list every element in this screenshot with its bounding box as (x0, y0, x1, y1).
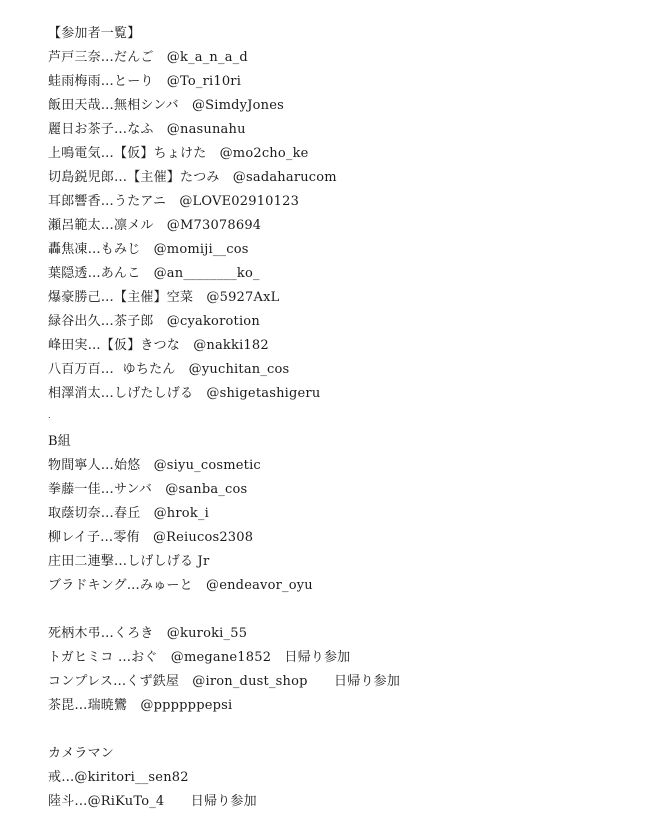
participant-document (48, 22, 638, 814)
list-item: 飯田天哉…無相シンバ @SimdyJones (48, 98, 284, 113)
list-item: 上鳴電気…【仮】ちょけた @mo2cho_ke (48, 146, 309, 161)
list-item: 柳レイ子…零侑 @Reiucos2308 (48, 530, 254, 545)
list-item: 緑谷出久…茶子郎 @cyakorotion (48, 314, 260, 329)
blank-line (48, 598, 638, 622)
list-item: 取蔭切奈…春丘 @hrok_i (48, 506, 209, 521)
list-item: 八百万百… ゆちたん @yuchitan_cos (48, 362, 290, 377)
list-item: 轟焦凍…もみじ @momiji__cos (48, 242, 249, 257)
list-item: 芦戸三奈…だんご @k_a_n_a_d (48, 50, 248, 65)
list-item: 切島鋭児郎…【主催】たつみ @sadaharucom (48, 170, 337, 185)
list-item: 麗日お茶子…なふ @nasunahu (48, 122, 246, 137)
list-item: 耳郎響香…うたアニ @LOVE02910123 (48, 194, 300, 209)
stray-mark: . (48, 411, 51, 420)
list-item: 相澤消太…しげたしげる @shigetashigeru (48, 386, 321, 401)
stray-mark-line (48, 406, 638, 430)
camera-heading: カメラマン (48, 746, 115, 761)
list-item: 庄田二連撃…しげしげる Jr (48, 554, 210, 569)
list-item: 葉隠透…あんこ @an________ko_ (48, 266, 260, 281)
list-item: 陸斗…@RiKuTo_4 日帰り参加 (48, 794, 257, 809)
list-item: 蛙雨梅雨…とーり @To_ri10ri (48, 74, 242, 89)
list-item: 瀬呂範太…凛メル @M73078694 (48, 218, 262, 233)
list-item: 爆豪勝己…【主催】空菜 @5927AxL (48, 290, 280, 305)
group-b-heading: B組 (48, 434, 71, 449)
list-item: 茶毘…瑞暁鸞 @ppppppepsi (48, 698, 233, 713)
list-item: ブラドキング…みゅーと @endeavor_oyu (48, 578, 313, 593)
list-item: 戒…@kiritori__sen82 (48, 770, 189, 785)
list-item: トガヒミコ …おぐ @megane1852 日帰り参加 (48, 650, 351, 665)
list-item: 拳藤一佳…サンバ @sanba_cos (48, 482, 248, 497)
blank-line (48, 718, 638, 742)
document-title: 【参加者一覧】 (48, 26, 141, 41)
list-item: コンプレス…くず鉄屋 @iron_dust_shop 日帰り参加 (48, 674, 401, 689)
list-item: 峰田実…【仮】きつな @nakki182 (48, 338, 269, 353)
list-item: 物間寧人…始悠 @siyu_cosmetic (48, 458, 261, 473)
list-item: 死柄木弔…くろき @kuroki_55 (48, 626, 248, 641)
